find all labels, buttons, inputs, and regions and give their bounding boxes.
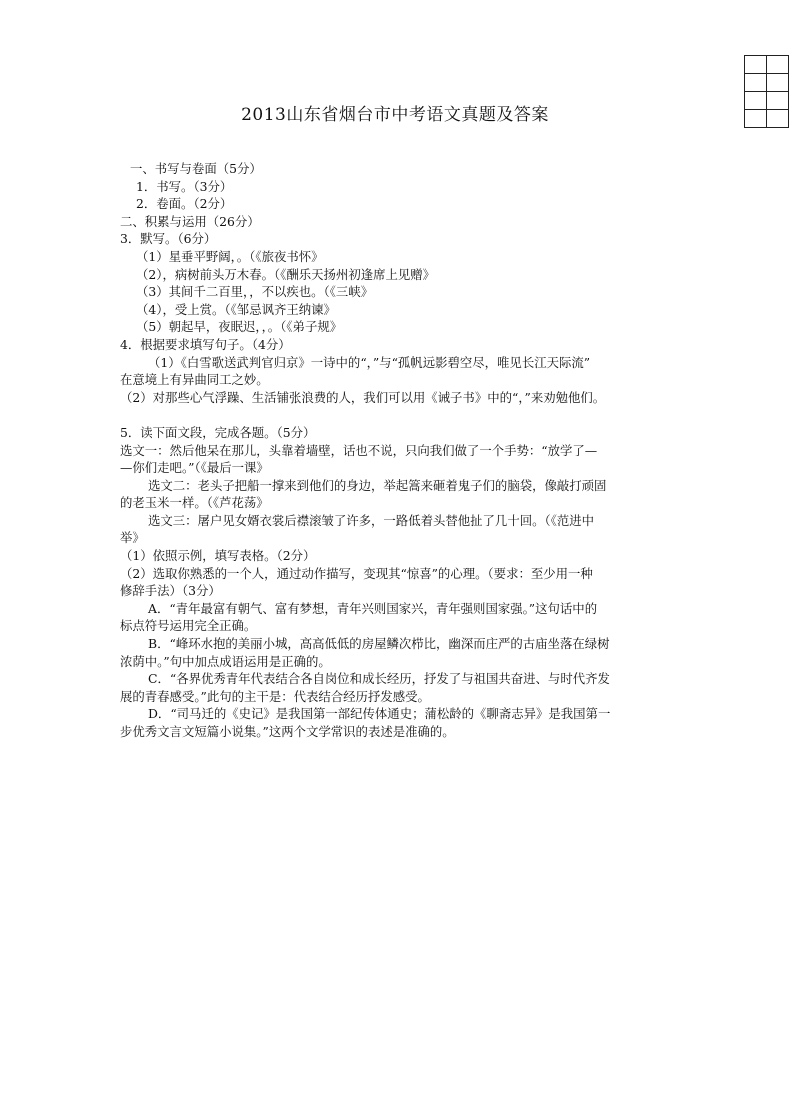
text-line: 选文一：然后他呆在那儿，头靠着墙壁，话也不说，只向我们做了一个手势：“放学了— bbox=[120, 442, 598, 458]
question-heading: 5．读下面文段，完成各题。（5分） bbox=[120, 424, 316, 440]
text-line: （2），病树前头万木春。（《酬乐天扬州初逢席上见赠》 bbox=[136, 266, 436, 282]
text-line: 举》 bbox=[120, 530, 145, 546]
text-line: 1．书写。（3分） bbox=[136, 178, 233, 194]
option-b: B．“峰环水抱的美丽小城，高高低低的房屋鳞次栉比，幽深而庄严的古庙坐落在绿树 bbox=[148, 636, 610, 652]
option-d: D．“司马迁的《史记》是我国第一部纪传体通史；蒲松龄的《聊斋志异》是我国第一 bbox=[148, 706, 611, 722]
blank-line bbox=[120, 406, 680, 424]
document-title: 2013山东省烟台市中考语文真题及答案 bbox=[241, 105, 549, 125]
document-body bbox=[120, 160, 680, 741]
text-line: 展的青春感受。”此句的主干是：代表结合经历抒发感受。 bbox=[120, 688, 430, 704]
text-line: （4），受上赏。（《邹忌讽齐王纳谏》 bbox=[136, 301, 336, 317]
text-line: 2．卷面。（2分） bbox=[136, 196, 233, 212]
section-heading: 二、积累与运用（26分） bbox=[120, 213, 260, 229]
text-line: （1）依照示例，填写表格。（2分） bbox=[120, 548, 316, 564]
section-heading: 一、书写与卷面（5分） bbox=[130, 161, 262, 176]
text-line: （3）其间千二百里，，不以疾也。（《三峡》 bbox=[136, 284, 374, 300]
text-line: 选文三：屠户见女婿衣裳后襟滚皱了许多，一路低着头替他扯了几十回。（《范进中 bbox=[148, 512, 595, 528]
text-line: 浓荫中。”句中加点成语运用是正确的。 bbox=[120, 653, 331, 669]
question-heading: 3．默写。（6分） bbox=[120, 231, 217, 247]
text-line: （1）星垂平野阔，。（《旅夜书怀》 bbox=[136, 248, 324, 264]
text-line: （1）《白雪歌送武判官归京》一诗中的“，”与“孤帆远影碧空尽，唯见长江天际流” bbox=[148, 354, 591, 370]
text-line: 步优秀文言文短篇小说集。”这两个文学常识的表述是准确的。 bbox=[120, 724, 455, 739]
text-line: 的老玉米一样。（《芦花荡》 bbox=[120, 495, 269, 511]
text-line: 在意境上有异曲同工之妙。 bbox=[120, 372, 269, 388]
option-c: C．“各界优秀青年代表结合各自岗位和成长经历，抒发了与祖国共奋进、与时代齐发 bbox=[148, 671, 610, 687]
question-heading: 4．根据要求填写句子。（4分） bbox=[120, 336, 291, 352]
score-grid-divider bbox=[745, 91, 788, 92]
text-line: （2）对那些心气浮躁、生活铺张浪费的人，我们可以用《诫子书》中的“，”来劝勉他们。 bbox=[120, 389, 606, 405]
text-line: （5）朝起早，夜眠迟，，。（《弟子规》 bbox=[136, 319, 343, 335]
text-line: 标点符号运用完全正确。 bbox=[120, 618, 257, 634]
text-line: （2）选取你熟悉的一个人，通过动作描写，变现其“惊喜”的心理。（要求：至少用一种 bbox=[120, 565, 593, 581]
text-line: 选文二：老头子把船一撑来到他们的身边，举起篙来砸着鬼子们的脑袋，像敲打顽固 bbox=[148, 477, 607, 493]
score-grid-divider bbox=[745, 73, 788, 74]
option-a: A．“青年最富有朝气、富有梦想，青年兴则国家兴，青年强则国家强。”这句话中的 bbox=[148, 600, 598, 616]
text-line: 修辞手法）（3分） bbox=[120, 583, 221, 599]
text-line: —你们走吧。”（《最后一课》 bbox=[120, 460, 269, 476]
